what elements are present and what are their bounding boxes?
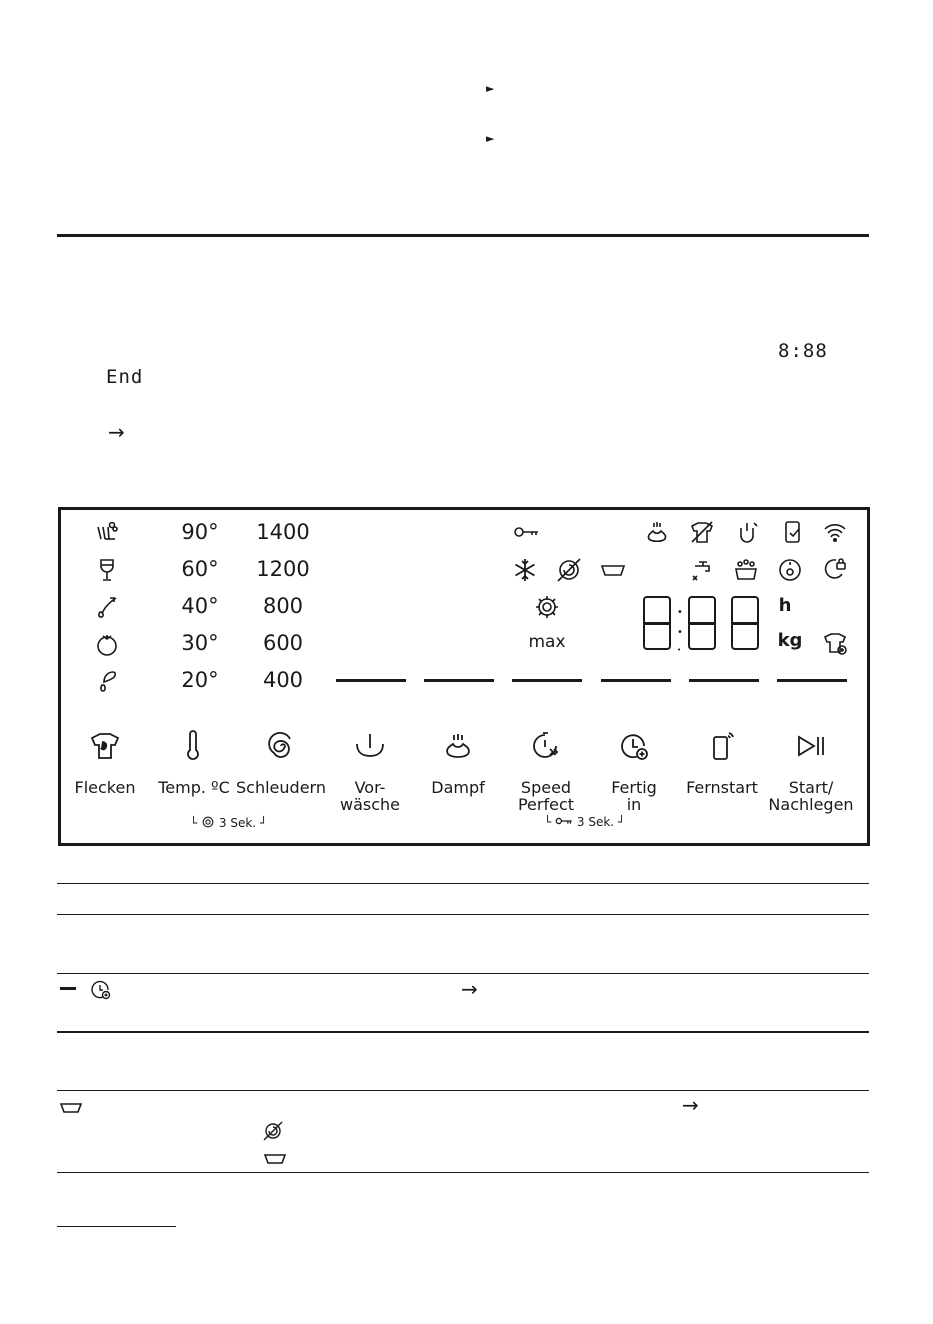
snowflake-icon bbox=[512, 557, 538, 583]
bracket-left: └ bbox=[544, 815, 552, 829]
key-lock-icon bbox=[512, 519, 540, 545]
prewash-tub-small-icon bbox=[264, 1148, 286, 1170]
bracket-right: ┘ bbox=[259, 816, 268, 830]
unit-kg: kg bbox=[777, 630, 803, 651]
table-rule bbox=[57, 973, 869, 974]
indicator-bar bbox=[424, 679, 494, 682]
table-rule bbox=[57, 1090, 869, 1091]
table-rule bbox=[57, 883, 869, 884]
combo-hint-settings bbox=[190, 815, 267, 829]
bracket-left: └ bbox=[190, 816, 198, 830]
button-label-dampf: Dampf bbox=[431, 778, 485, 797]
cotton-stain-icon bbox=[94, 519, 120, 545]
prewash-tub-small-icon bbox=[60, 1097, 82, 1119]
table-rule bbox=[57, 1031, 869, 1033]
no-spin-icon bbox=[556, 557, 582, 583]
unit-hours: h bbox=[778, 595, 792, 616]
table-rule bbox=[57, 914, 869, 915]
prewash-tub-icon bbox=[600, 557, 626, 583]
bracket-right: ┘ bbox=[617, 815, 626, 829]
combo-hint-lock bbox=[544, 815, 625, 828]
spin-speed-option: 400 bbox=[262, 668, 304, 692]
key-small-icon bbox=[555, 815, 573, 827]
button-label-temp: Temp. ºC bbox=[158, 778, 230, 797]
indicator-bar bbox=[512, 679, 582, 682]
display-end-glyph: End bbox=[106, 366, 144, 388]
combo-settings-duration: 3 Sek. bbox=[218, 816, 257, 830]
spin-speed-option: 600 bbox=[262, 631, 304, 655]
shirt-add-icon bbox=[822, 630, 848, 656]
max-label: max bbox=[528, 632, 566, 652]
spin-speed-option: 800 bbox=[262, 594, 304, 618]
temperature-option: 90° bbox=[181, 520, 219, 544]
no-spin-small-icon bbox=[262, 1120, 284, 1142]
instruction-arrow: → bbox=[108, 420, 125, 444]
temperature-option: 60° bbox=[181, 557, 219, 581]
button-label-flecken: Flecken bbox=[74, 778, 136, 797]
display-digit bbox=[688, 596, 716, 650]
display-digit bbox=[731, 596, 759, 650]
button-label-schleudern: Schleudern bbox=[236, 778, 326, 797]
wine-icon bbox=[94, 557, 120, 583]
spin-speed-option: 1400 bbox=[256, 520, 310, 544]
remote-check-icon bbox=[781, 519, 807, 545]
play-pause-icon[interactable] bbox=[795, 730, 827, 762]
drop-brush-icon bbox=[94, 668, 120, 694]
footnote-rule bbox=[57, 1226, 176, 1227]
speed-timer-icon[interactable] bbox=[530, 730, 562, 762]
button-label-fertig-in: Fertig in bbox=[611, 778, 657, 814]
settings-gear-icon bbox=[534, 594, 560, 620]
stain-shirt-icon[interactable] bbox=[89, 730, 121, 762]
indicator-bar bbox=[336, 679, 406, 682]
button-label-fernstart: Fernstart bbox=[686, 778, 758, 797]
finish-in-icon[interactable] bbox=[618, 730, 650, 762]
combo-lock-duration: 3 Sek. bbox=[576, 815, 615, 829]
prewash-icon[interactable] bbox=[354, 730, 386, 762]
remote-start-icon[interactable] bbox=[706, 730, 738, 762]
button-label-start-nachlegen: Start/ Nachlegen bbox=[768, 778, 854, 814]
display-colon: • • bbox=[677, 607, 683, 638]
spin-spiral-icon[interactable] bbox=[265, 730, 297, 762]
display-digit bbox=[643, 596, 671, 650]
bullet-marker: ► bbox=[486, 82, 495, 95]
steam-icon bbox=[644, 519, 670, 545]
display-time-glyph: 8:88 bbox=[778, 340, 828, 362]
thermometer-icon[interactable] bbox=[177, 730, 209, 762]
section-rule bbox=[57, 234, 869, 237]
tomato-icon bbox=[94, 631, 120, 657]
indicator-bar bbox=[777, 679, 847, 682]
table-arrow: → bbox=[461, 977, 478, 1001]
indicator-bar bbox=[689, 679, 759, 682]
temperature-option: 40° bbox=[181, 594, 219, 618]
temperature-option: 20° bbox=[181, 668, 219, 692]
child-lock-icon bbox=[822, 557, 848, 583]
wifi-icon bbox=[822, 519, 848, 545]
basket-foam-icon bbox=[733, 557, 759, 583]
display-dot: • bbox=[677, 646, 682, 654]
finish-in-small-icon bbox=[90, 979, 112, 1001]
bullet-marker: ► bbox=[486, 132, 495, 145]
tap-water-icon bbox=[689, 557, 715, 583]
indicator-bar bbox=[601, 679, 671, 682]
settings-small-icon bbox=[201, 815, 215, 829]
drum-clean-icon bbox=[777, 557, 803, 583]
rinse-hold-icon bbox=[735, 519, 761, 545]
minus-icon bbox=[60, 987, 76, 990]
button-label-speed-perfect: Speed Perfect bbox=[517, 778, 575, 814]
table-arrow: → bbox=[682, 1093, 699, 1117]
button-label-vorwaesche: Vor- wäsche bbox=[339, 778, 400, 814]
steam-button-icon[interactable] bbox=[442, 730, 474, 762]
table-rule bbox=[57, 1172, 869, 1173]
spin-speed-option: 1200 bbox=[256, 557, 310, 581]
temperature-option: 30° bbox=[181, 631, 219, 655]
grass-drop-icon bbox=[94, 594, 120, 620]
no-iron-shirt-icon bbox=[689, 519, 715, 545]
